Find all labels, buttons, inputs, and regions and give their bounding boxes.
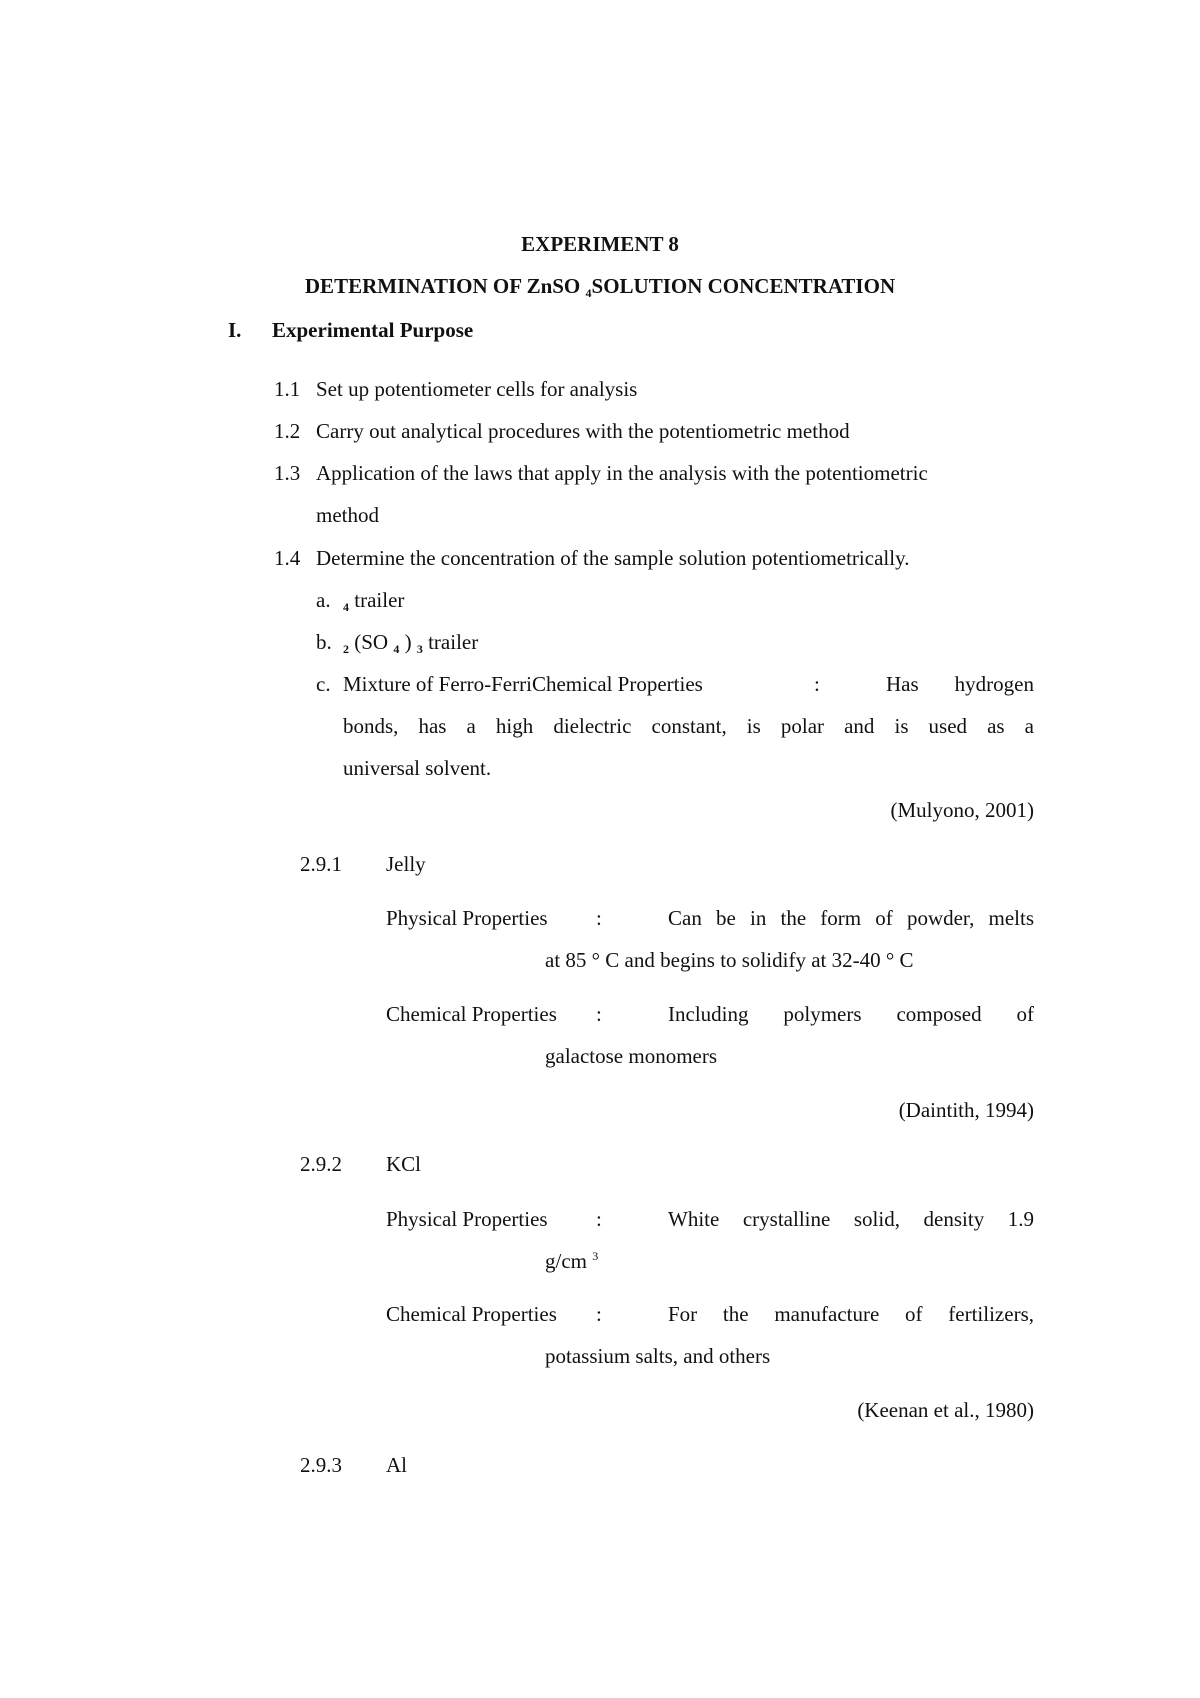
purpose-text: Application of the laws that apply in the analysis with the potentiometric — [316, 461, 928, 485]
material-name: Al — [386, 1453, 407, 1477]
sub-item-subscript: 2 — [343, 642, 349, 656]
physical-properties-text-continued — [545, 1249, 598, 1274]
sub-item-c-colon: : — [814, 672, 820, 696]
citation: (Keenan et al., 1980) — [857, 1398, 1034, 1422]
sub-item-word: trailer — [354, 588, 405, 612]
sub-item-label: a. — [316, 588, 331, 612]
material-name: Jelly — [386, 852, 426, 876]
sub-item-subscript: 3 — [416, 642, 423, 656]
purpose-number: 1.1 — [274, 377, 301, 401]
subtitle-post: SOLUTION CONCENTRATION — [591, 274, 896, 298]
purpose-text: Set up potentiometer cells for analysis — [316, 377, 638, 401]
sub-item-c-left: Mixture of Ferro-FerriChemical Properties — [343, 672, 703, 696]
chemical-properties-label: Chemical Properties — [386, 1002, 557, 1026]
chemical-properties-text: For the manufacture of fertilizers, — [668, 1302, 1034, 1326]
citation: (Mulyono, 2001) — [890, 798, 1034, 822]
page-subtitle — [0, 274, 1200, 301]
sub-item-word: trailer — [428, 630, 479, 654]
chemical-properties-text: Including polymers composed of — [668, 1002, 1034, 1026]
physical-properties-label: Physical Properties — [386, 1207, 548, 1231]
material-number: 2.9.3 — [300, 1453, 342, 1477]
material-number: 2.9.1 — [300, 852, 342, 876]
sub-item-formula: (SO — [354, 630, 389, 654]
sub-item-subscript: 4 — [393, 642, 400, 656]
unit-superscript: 3 — [592, 1249, 599, 1263]
section-numeral: I. — [228, 318, 242, 342]
sub-item-subscript: 4 — [343, 600, 349, 614]
sub-item-label: c. — [316, 672, 331, 696]
page-title: EXPERIMENT 8 — [521, 232, 679, 256]
sub-item-label: b. — [316, 630, 332, 654]
sub-item-formula: ) — [404, 630, 412, 654]
material-name: KCl — [386, 1152, 422, 1176]
physical-properties-colon: : — [596, 1207, 602, 1231]
sub-item-text — [343, 588, 404, 615]
purpose-text: Determine the concentration of the sample solution potentiometrically. — [316, 546, 910, 570]
purpose-text-continued: method — [316, 503, 379, 527]
chemical-properties-colon: : — [596, 1002, 602, 1026]
purpose-text: Carry out analytical procedures with the potentiometric method — [316, 419, 850, 443]
physical-properties-text-continued: at 85 ° C and begins to solidify at 32-40 ° C — [545, 948, 914, 972]
chemical-properties-text-continued: potassium salts, and others — [545, 1344, 771, 1368]
sub-item-c-right: Has hydrogen — [886, 672, 1034, 696]
physical-properties-label: Physical Properties — [386, 906, 548, 930]
physical-properties-text: White crystalline solid, density 1.9 — [668, 1207, 1034, 1231]
purpose-number: 1.2 — [274, 419, 301, 443]
physical-properties-colon: : — [596, 906, 602, 930]
section-heading: Experimental Purpose — [272, 318, 474, 342]
purpose-number: 1.4 — [274, 546, 301, 570]
subtitle-pre: DETERMINATION OF ZnSO — [304, 274, 581, 298]
unit-text: g/cm — [545, 1249, 587, 1273]
sub-item-c-line2: bonds, has a high dielectric constant, is polar and is used as a — [343, 714, 1034, 738]
physical-properties-text: Can be in the form of powder, melts — [668, 906, 1034, 930]
chemical-properties-label: Chemical Properties — [386, 1302, 557, 1326]
sub-item-text — [343, 630, 478, 657]
sub-item-c-line3: universal solvent. — [343, 756, 492, 780]
citation: (Daintith, 1994) — [898, 1098, 1034, 1122]
chemical-properties-colon: : — [596, 1302, 602, 1326]
material-number: 2.9.2 — [300, 1152, 342, 1176]
purpose-number: 1.3 — [274, 461, 301, 485]
subtitle-subscript: 4 — [585, 286, 592, 300]
chemical-properties-text-continued: galactose monomers — [545, 1044, 718, 1068]
